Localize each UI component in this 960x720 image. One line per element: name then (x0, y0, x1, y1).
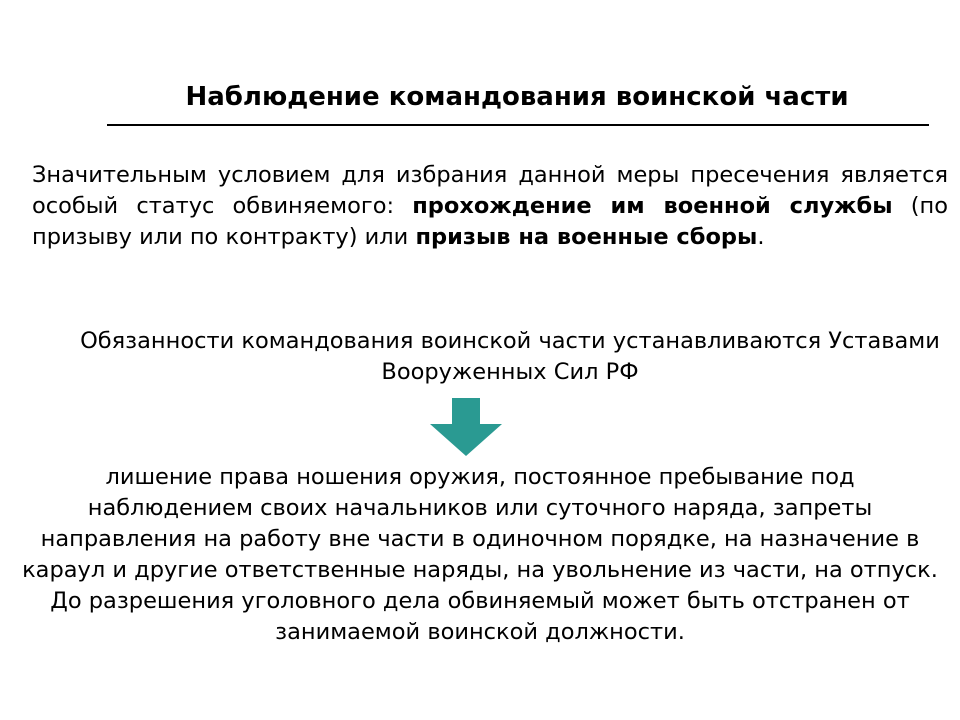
intro-paragraph (32, 160, 948, 253)
intro-text-2: (по призыву или по контракту) или (32, 193, 948, 250)
slide-title: Наблюдение командования воинской части (185, 82, 849, 112)
intro-text-1: Значительным условием для избрания данной меры пресечения является особый статус обвиняемого: (32, 162, 948, 219)
intro-bold-1: прохождение им военной службы (412, 193, 893, 219)
arrow-down-icon (430, 398, 502, 456)
consequences-paragraph: лишение права ношения оружия, постоянное пребывание под наблюдением своих начальников или суточного наряда, запреты направления на работу вне части в одиночном порядке, на назначение в караул и другие ответственные наряды, на увольнение из части, на отпуск. До разрешения уголовного дела обвиняемый может быть отстранен от занимаемой воинской должности. (22, 464, 938, 645)
intro-text-3: . (757, 224, 765, 250)
intro-bold-2: призыв на военные сборы (415, 224, 758, 250)
duties-statement: Обязанности командования воинской части устанавливаются Уставами Вооруженных Сил РФ (80, 328, 940, 385)
title-underline (107, 124, 929, 126)
